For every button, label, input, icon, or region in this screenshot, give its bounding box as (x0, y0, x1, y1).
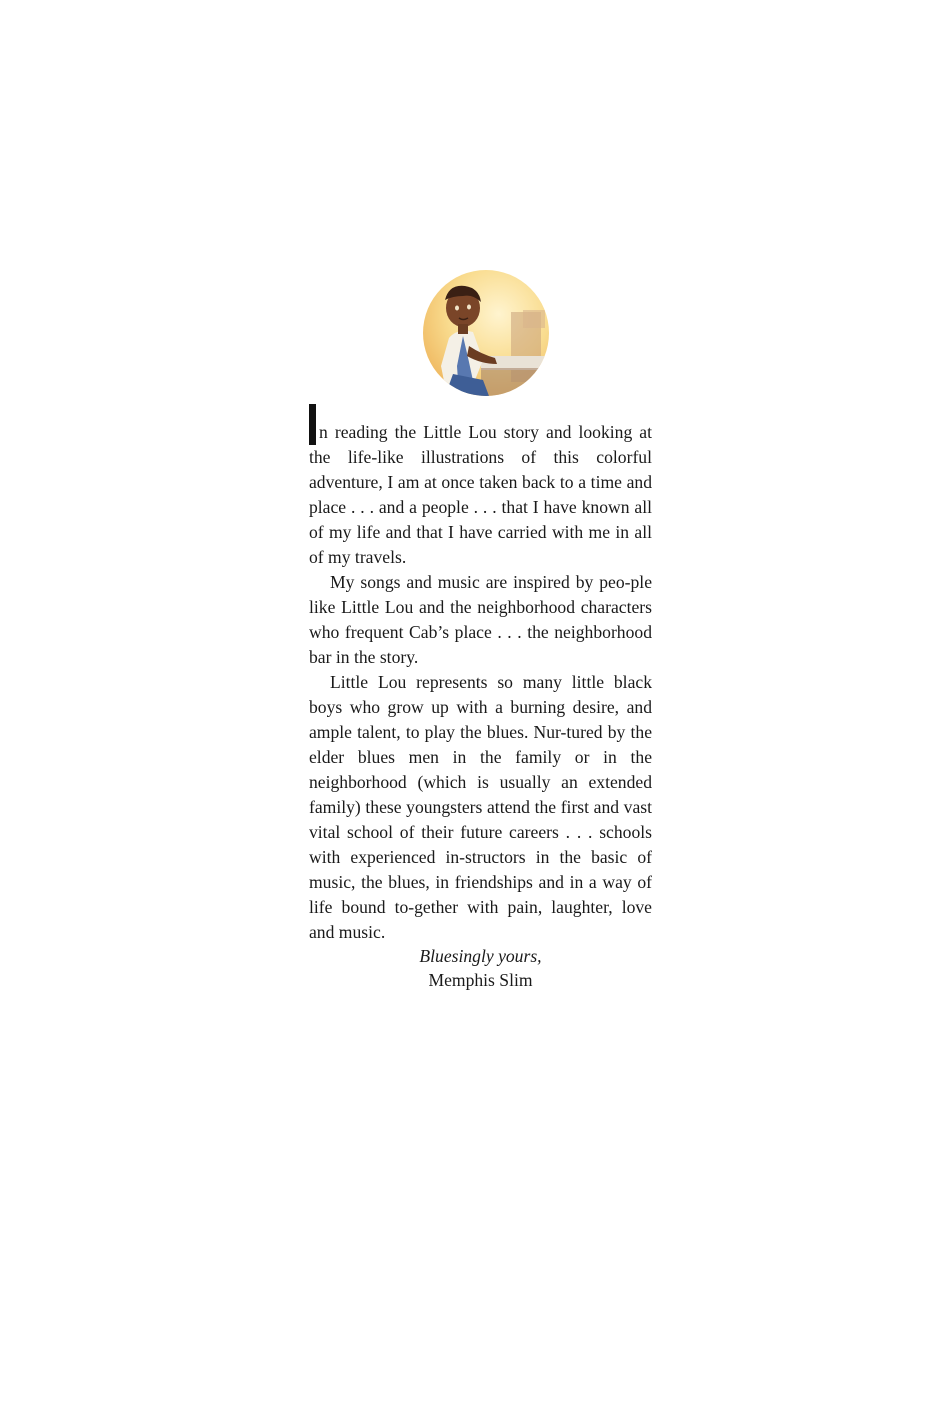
closing (309, 944, 652, 992)
boy-at-piano-illustration (423, 270, 549, 396)
signature: Memphis Slim (428, 970, 533, 990)
paragraph-2: My songs and music are inspired by peo-ple like Little Lou and the neighborhood characters who frequent Cab’s place . . . the neighborhood bar in the story. (309, 572, 652, 667)
salutation: Bluesingly yours, (419, 946, 542, 966)
drop-cap (309, 404, 316, 445)
paragraph-1-text: n reading the Little Lou story and looking at the life-like illustrations of this colorful adventure, I am at once taken back to a time and place . . . and a people . . . that I have known all of my life and that I have carried with me in all of my travels. (309, 422, 652, 567)
paragraph-3: Little Lou represents so many little black boys who grow up with a burning desire, and ample talent, to play the blues. Nur-tured by the elder blues men in the family or in the neighborhood (which is usually an extended family) these youngsters attend the first and vast vital school of their future careers . . . schools with experienced in-structors in the basic of music, the blues, in friendships and in a way of life bound to-gether with pain, laughter, love and music. (309, 672, 652, 942)
foreword-text (309, 420, 652, 945)
boy-at-piano-icon (423, 270, 549, 396)
paragraph-1 (309, 420, 652, 570)
